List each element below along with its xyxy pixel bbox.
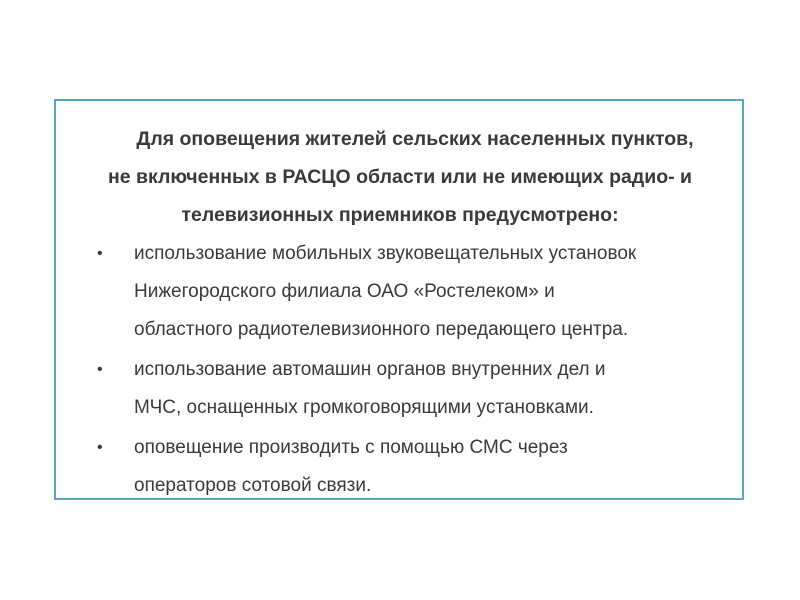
- bullet-line: операторов сотовой связи.: [134, 475, 372, 496]
- bullet-line: Нижегородского филиала ОАО «Ростелеком» и: [134, 281, 555, 302]
- heading-text: [0, 120, 800, 234]
- bullet-dot-icon: •: [97, 245, 103, 262]
- bullet-item: [97, 235, 737, 349]
- heading-line: телевизионных приемников предусмотрено:: [181, 204, 619, 226]
- bullet-list: [97, 235, 737, 507]
- bullet-line: МЧС, оснащенных громкоговорящими установками.: [134, 397, 594, 418]
- heading-line: не включенных в РАСЦО области или не имеющих радио- и: [107, 166, 693, 188]
- bullet-dot-icon: •: [97, 361, 103, 378]
- bullet-line: использование автомашин органов внутренних дел и: [134, 359, 606, 380]
- heading-line: Для оповещения жителей сельских населенных пунктов,: [136, 128, 694, 150]
- bullet-dot-icon: •: [97, 439, 103, 456]
- bullet-item: [97, 429, 737, 505]
- bullet-item: [97, 351, 737, 427]
- bullet-line: использование мобильных звуковещательных установок: [134, 243, 637, 264]
- bullet-line: областного радиотелевизионного передающего центра.: [134, 319, 629, 340]
- bullet-line: оповещение производить с помощью СМС через: [134, 437, 568, 458]
